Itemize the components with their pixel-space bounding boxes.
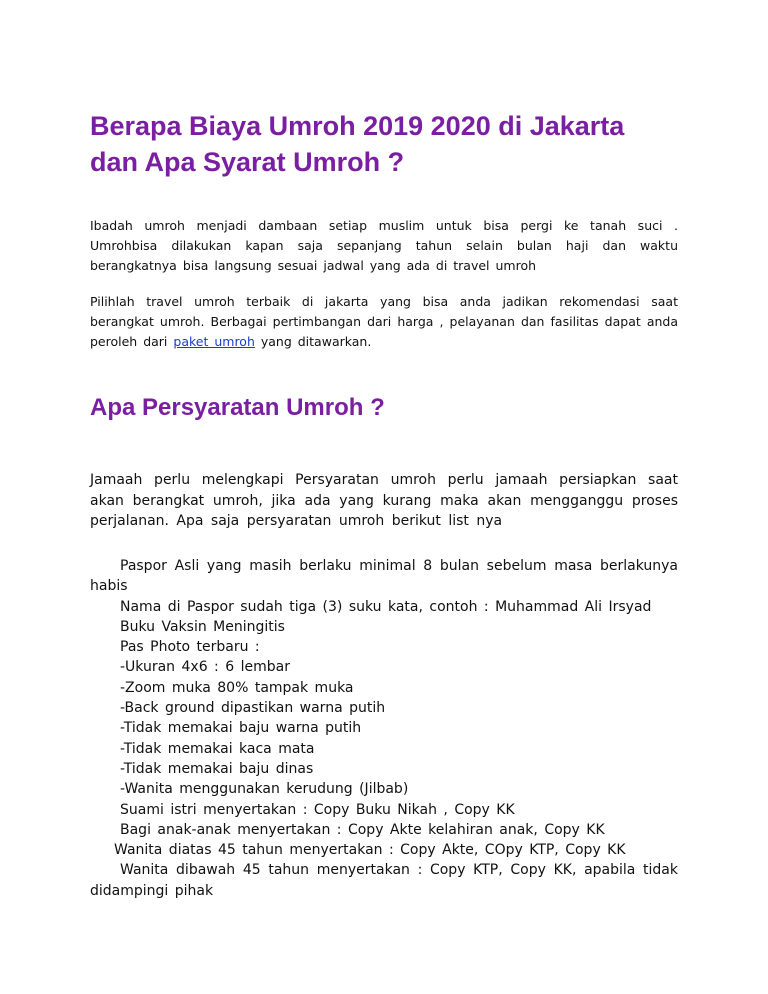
list-item: Wanita diatas 45 tahun menyertakan : Copy Akte, COpy KTP, Copy KK [114, 842, 626, 859]
list-item: -Ukuran 4x6 : 6 lembar [120, 659, 290, 676]
list-item: Bagi anak-anak menyertakan : Copy Akte kelahiran anak, Copy KK [120, 821, 605, 838]
requirements-intro: Jamaah perlu melengkapi Persyaratan umroh perlu jamaah persiapkan saat akan berangkat umroh, jika ada yang kurang maka akan mengganggu proses perjalanan. Apa saja persyaratan umroh berikut list nya [90, 472, 678, 529]
list-item: -Tidak memakai baju dinas [120, 760, 314, 777]
list-item: Suami istri menyertakan : Copy Buku Nikah , Copy KK [120, 801, 515, 818]
section-heading: Apa Persyaratan Umroh ? [90, 394, 385, 421]
page-title: Berapa Biaya Umroh 2019 2020 di Jakarta dan Apa Syarat Umroh ? [90, 111, 625, 177]
requirements-list [90, 556, 678, 901]
travel-paragraph-text: Pilihlah travel umroh terbaik di jakarta yang bisa anda jadikan rekomendasi saat berangkat umroh. Berbagai pertimbangan dari harga , pelayanan dan fasilitas dapat anda peroleh dari [90, 294, 678, 349]
list-item: Paspor Asli yang masih berlaku minimal 8 bulan sebelum masa berlakunya habis [90, 558, 678, 595]
paket-umroh-link[interactable]: paket umroh [173, 334, 255, 349]
travel-paragraph-end: yang ditawarkan. [254, 334, 372, 349]
intro-paragraph: Ibadah umroh menjadi dambaan setiap muslim untuk bisa pergi ke tanah suci . Umrohbisa dilakukan kapan saja sepanjang tahun selain bulan haji dan waktu berangkatnya bisa langsung sesuai jadwal yang ada di travel umroh [90, 218, 678, 273]
list-item: Wanita dibawah 45 tahun menyertakan : Copy KTP, Copy KK, apabila tidak didampingi pihak [90, 862, 678, 899]
travel-paragraph [90, 292, 678, 352]
list-item: -Zoom muka 80% tampak muka [120, 679, 354, 696]
list-item: -Back ground dipastikan warna putih [120, 700, 386, 717]
list-item: Buku Vaksin Meningitis [120, 618, 285, 635]
list-item: -Tidak memakai kaca mata [120, 740, 315, 757]
list-item: -Wanita menggunakan kerudung (Jilbab) [120, 781, 409, 798]
list-item: Nama di Paspor sudah tiga (3) suku kata, contoh : Muhammad Ali Irsyad [120, 598, 652, 615]
list-item: -Tidak memakai baju warna putih [120, 720, 362, 737]
list-item: Pas Photo terbaru : [120, 639, 260, 656]
